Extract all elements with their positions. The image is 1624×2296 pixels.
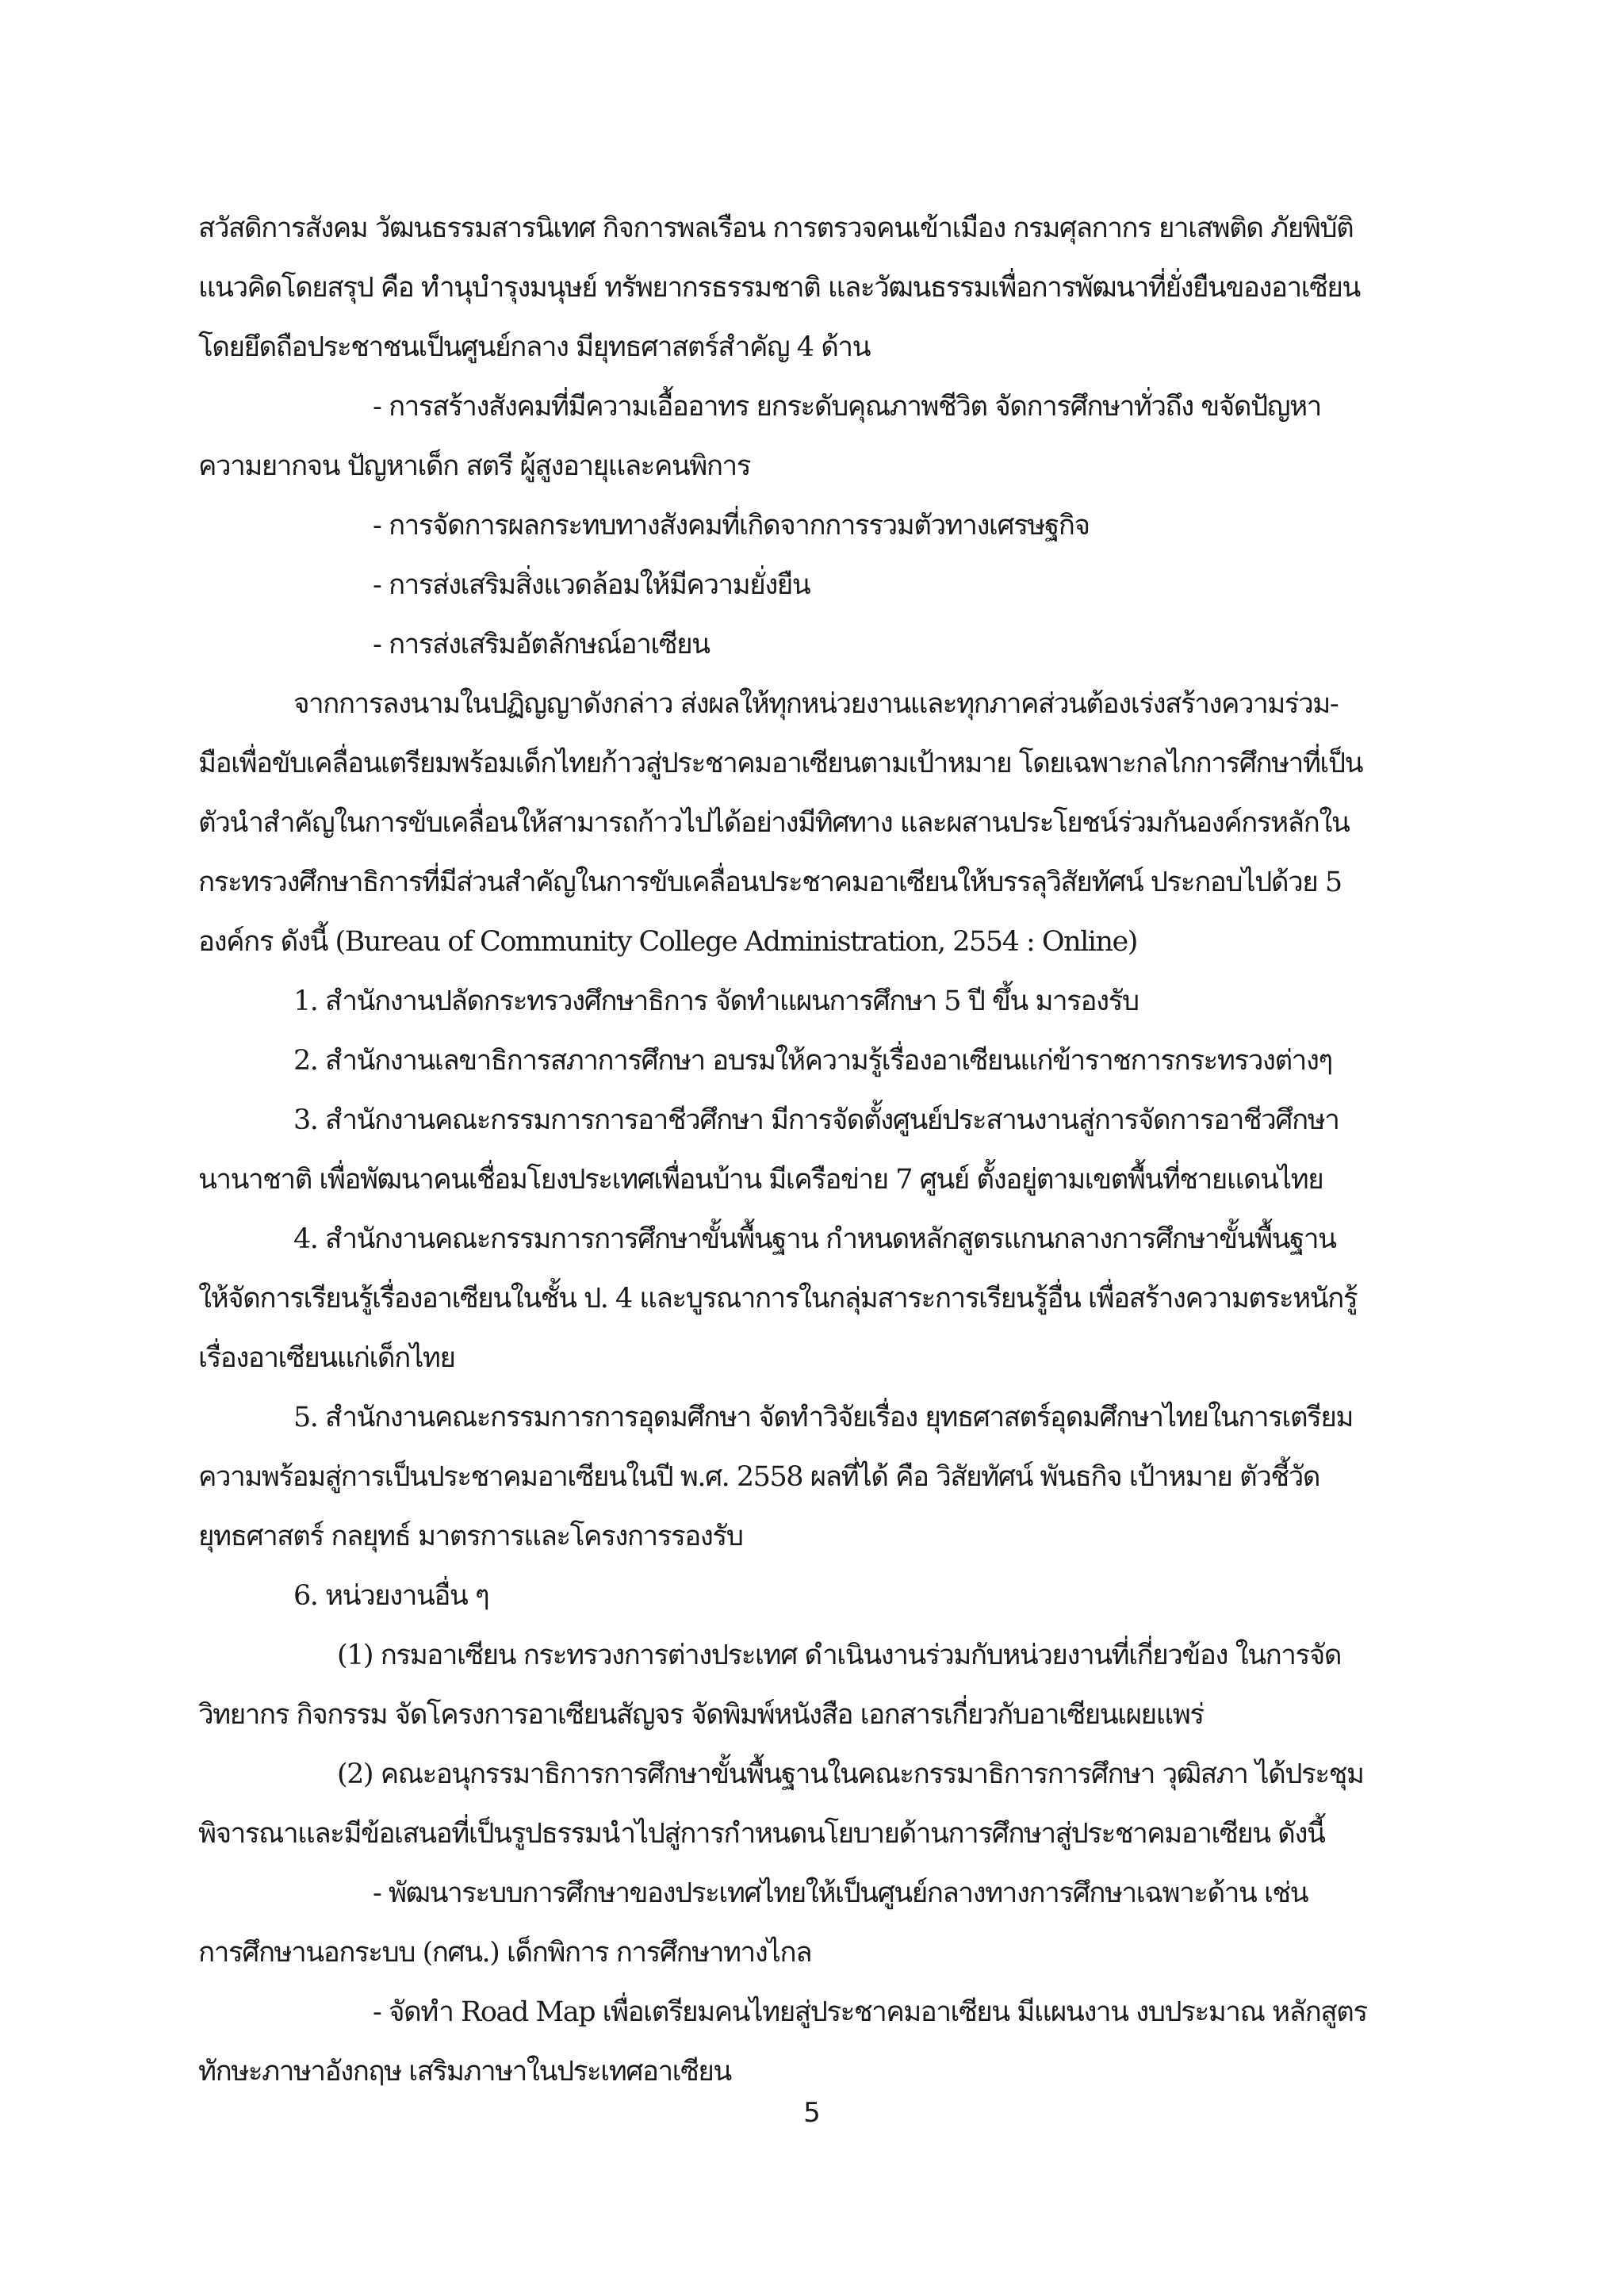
text-line-16: 3. สำนักงานคณะกรรมการการอาชีวศึกษา มีการจัดตั้งศูนย์ประสานงานสู่การจัดการอาชีวศึกษา: [293, 1104, 1339, 1136]
text-line-10: มือเพื่อขับเคลื่อนเตรียมพร้อมเด็กไทยก้าวสู่ประชาคมอาเซียนตามเป้าหมาย โดยเฉพาะกลไกการศึกษาที่เป็น: [198, 748, 1363, 779]
text-line-11: ตัวนำสำคัญในการขับเคลื่อนให้สามารถก้าวไปได้อย่างมีทิศทาง และผสานประโยชน์ร่วมกันองค์กรหลักใน: [198, 807, 1350, 839]
text-line-32: ทักษะภาษาอังกฤษ เสริมภาษาในประเทศอาเซียน: [198, 2056, 731, 2087]
text-line-24: 6. หน่วยงานอื่น ๆ: [293, 1580, 489, 1612]
text-line-4: - การสร้างสังคมที่มีความเอื้ออาทร ยกระดับคุณภาพชีวิต จัดการศึกษาทั่วถึง ขจัดปัญหา: [373, 391, 1321, 423]
text-line-18: 4. สำนักงานคณะกรรมการการศึกษาขั้นพื้นฐาน กำหนดหลักสูตรแกนกลางการศึกษาขั้นพื้นฐาน: [293, 1223, 1336, 1255]
text-line-21: 5. สำนักงานคณะกรรมการการอุดมศึกษา จัดทำวิจัยเรื่อง ยุทธศาสตร์อุดมศึกษาไทยในการเตรียม: [293, 1402, 1353, 1433]
text-line-9: จากการลงนามในปฏิญญาดังกล่าว ส่งผลให้ทุกหน่วยงานและทุกภาคส่วนต้องเร่งสร้างความร่วม-: [293, 688, 1339, 720]
text-line-17: นานาชาติ เพื่อพัฒนาคนเชื่อมโยงประเทศเพื่อนบ้าน มีเครือข่าย 7 ศูนย์ ตั้งอยู่ตามเขตพื้นที่ชายแดนไทย: [198, 1164, 1323, 1196]
text-line-22: ความพร้อมสู่การเป็นประชาคมอาเซียนในปี พ.ศ. 2558 ผลที่ได้ คือ วิสัยทัศน์ พันธกิจ เป้าหมาย ตัวชี้วัด: [198, 1461, 1320, 1493]
text-line-12: กระทรวงศึกษาธิการที่มีส่วนสำคัญในการขับเคลื่อนประชาคมอาเซียนให้บรรลุวิสัยทัศน์ ประกอบไปด้วย 5: [198, 867, 1342, 898]
text-line-20: เรื่องอาเซียนแก่เด็กไทย: [198, 1342, 455, 1374]
text-line-27: (2) คณะอนุกรรมาธิการการศึกษาขั้นพื้นฐานในคณะกรรมาธิการการศึกษา วุฒิสภา ได้ประชุม: [337, 1758, 1364, 1790]
text-line-28: พิจารณาและมีข้อเสนอที่เป็นรูปธรรมนำไปสู่การกำหนดนโยบายด้านการศึกษาสู่ประชาคมอาเซียน ดังนี้: [198, 1818, 1325, 1850]
text-line-7: - การส่งเสริมสิ่งแวดล้อมให้มีความยั่งยืน: [373, 569, 810, 601]
text-line-14: 1. สำนักงานปลัดกระทรวงศึกษาธิการ จัดทำแผนการศึกษา 5 ปี ขึ้น มารองรับ: [293, 985, 1139, 1017]
text-line-31: - จัดทำ Road Map เพื่อเตรียมคนไทยสู่ประชาคมอาเซียน มีแผนงาน งบประมาณ หลักสูตร: [373, 1996, 1367, 2028]
text-line-19: ให้จัดการเรียนรู้เรื่องอาเซียนในชั้น ป. 4 และบูรณาการในกลุ่มสาระการเรียนรู้อื่น เพื่อสร้างความตระหนักรู้: [198, 1283, 1358, 1314]
text-line-30: การศึกษานอกระบบ (กศน.) เด็กพิการ การศึกษาทางไกล: [198, 1937, 812, 1969]
text-line-8: - การส่งเสริมอัตลักษณ์อาเซียน: [373, 629, 710, 660]
text-line-15: 2. สำนักงานเลขาธิการสภาการศึกษา อบรมให้ความรู้เรื่องอาเซียนแก่ข้าราชการกระทรวงต่างๆ: [293, 1045, 1332, 1077]
text-line-1: สวัสดิการสังคม วัฒนธรรมสารนิเทศ กิจการพลเรือน การตรวจคนเข้าเมือง กรมศุลกากร ยาเสพติด ภัยพิบัติ: [198, 212, 1354, 244]
text-line-2: แนวคิดโดยสรุป คือ ทำนุบำรุงมนุษย์ ทรัพยากรธรรมชาติ และวัฒนธรรมเพื่อการพัฒนาที่ยั่งยืนของอาเซียน: [198, 272, 1360, 304]
page-number: 5: [803, 2097, 821, 2129]
text-line-25: (1) กรมอาเซียน กระทรวงการต่างประเทศ ดำเนินงานร่วมกับหน่วยงานที่เกี่ยวข้อง ในการจัด: [337, 1640, 1341, 1671]
text-line-3: โดยยึดถือประชาชนเป็นศูนย์กลาง มียุทธศาสตร์สำคัญ 4 ด้าน: [198, 331, 871, 363]
text-line-6: - การจัดการผลกระทบทางสังคมที่เกิดจากการรวมตัวทางเศรษฐกิจ: [373, 510, 1090, 541]
text-line-13: องค์กร ดังนี้ (Bureau of Community College Administration, 2554 : Online): [198, 926, 1137, 958]
text-line-29: - พัฒนาระบบการศึกษาของประเทศไทยให้เป็นศูนย์กลางทางการศึกษาเฉพาะด้าน เช่น: [373, 1877, 1308, 1909]
text-line-5: ความยากจน ปัญหาเด็ก สตรี ผู้สูงอายุและคนพิการ: [198, 450, 750, 482]
text-line-23: ยุทธศาสตร์ กลยุทธ์ มาตรการและโครงการรองรับ: [198, 1521, 743, 1552]
text-line-26: วิทยากร กิจกรรม จัดโครงการอาเซียนสัญจร จัดพิมพ์หนังสือ เอกสารเกี่ยวกับอาเซียนเผยแพร่: [198, 1699, 1204, 1731]
